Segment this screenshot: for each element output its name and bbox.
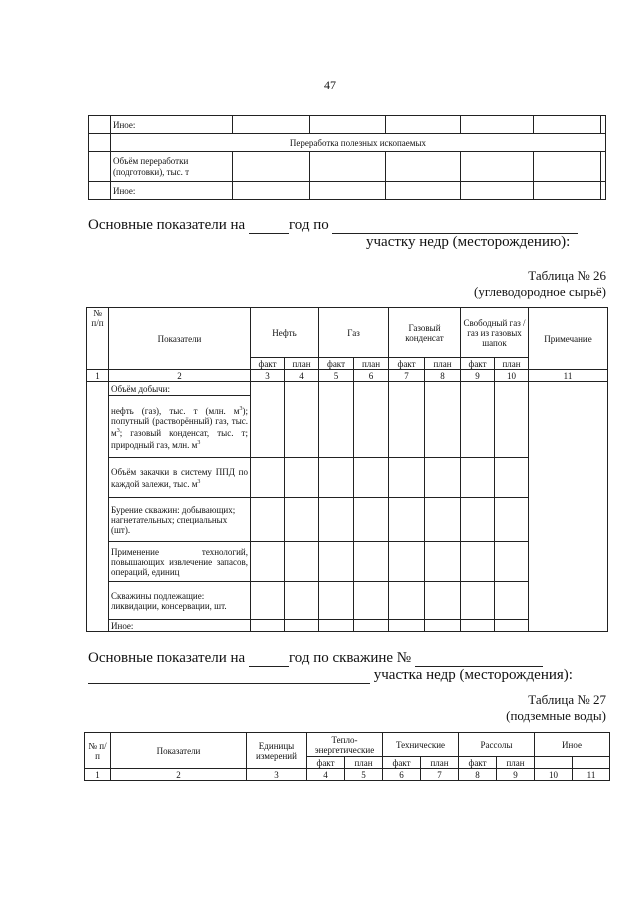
section-heading-2-line2: участка недр (месторождения): <box>88 667 573 684</box>
table-row <box>89 134 606 152</box>
row-label: Иное: <box>109 620 251 632</box>
row-label: Объём добычи: <box>109 382 251 396</box>
header-fact: факт <box>251 358 285 370</box>
table26-caption: Таблица № 26 <box>528 268 606 283</box>
row-label: Иное: <box>110 182 232 200</box>
top-table <box>88 115 606 200</box>
row-label: Скважины подлежащие: ликвидации, консервации, шт. <box>109 582 251 620</box>
header-fact: факт <box>307 757 345 769</box>
section-title: Переработка полезных ископаемых <box>110 134 605 152</box>
row-label: Иное: <box>110 116 232 134</box>
header-note: Примечание <box>529 308 608 370</box>
header-plan: план <box>425 358 461 370</box>
header-fact: факт <box>319 358 354 370</box>
header-free-gas: Свободный газ / газ из газовых шапок <box>461 308 529 358</box>
table-row <box>87 382 608 396</box>
header-technical: Технические <box>383 733 459 757</box>
header-fact: факт <box>383 757 421 769</box>
row-label: Объём переработки (подготовки), тыс. т <box>110 152 232 182</box>
header-fact: факт <box>459 757 497 769</box>
header-units: Единицы измерений <box>247 733 307 769</box>
header-plan: план <box>497 757 535 769</box>
row-label: Объём закачки в систему ППД по каждой залежи, тыс. $м^3$ <box>109 458 251 498</box>
header-plan: план <box>285 358 319 370</box>
column-number-row: 1 2 3 4 5 6 7 8 9 10 11 <box>85 769 610 781</box>
table-row <box>89 182 606 200</box>
table-row <box>89 116 606 134</box>
table-row <box>89 152 606 182</box>
header-plan: план <box>354 358 389 370</box>
header-oil: Нефть <box>251 308 319 358</box>
header-fact: факт <box>461 358 495 370</box>
table-27 <box>84 732 610 781</box>
header-thermal: Тепло-энергетические <box>307 733 383 757</box>
row-label: Применение технологий, повышающих извлечение запасов, операций, единиц <box>109 542 251 582</box>
table-26 <box>86 307 608 632</box>
table27-caption: Таблица № 27 <box>528 692 606 707</box>
header-condensate: Газовый конденсат <box>389 308 461 358</box>
header-indicators: Показатели <box>111 733 247 769</box>
header-num: № п/п <box>85 733 111 769</box>
header-plan: план <box>421 757 459 769</box>
table26-subcaption: (углеводородное сырьё) <box>474 284 606 299</box>
header-gas: Газ <box>319 308 389 358</box>
row-label: нефть (газ), тыс. т (млн. $м^3$); попутный (растворённый) газ, тыс. $м^3$; газовый конденсат, тыс. т; природный газ, млн. $м^3$ <box>109 396 251 458</box>
section-heading-1: Основные показатели на год по <box>88 217 578 234</box>
column-number-row: 1 2 3 4 5 6 7 8 9 10 11 <box>87 370 608 382</box>
section-heading-2: Основные показатели на год по скважине № <box>88 650 543 667</box>
header-plan: план <box>345 757 383 769</box>
header-brines: Рассолы <box>459 733 535 757</box>
table27-subcaption: (подземные воды) <box>506 708 606 723</box>
row-label: Бурение скважин: добывающих; нагнетательных; специальных (шт). <box>109 498 251 542</box>
header-fact: факт <box>389 358 425 370</box>
header-indicators: Показатели <box>109 308 251 370</box>
page-number: 47 <box>324 78 336 92</box>
header-plan: план <box>495 358 529 370</box>
section-heading-1-line2: участку недр (месторождению): <box>366 234 571 250</box>
header-other: Иное <box>535 733 610 757</box>
header-num: № п/п <box>87 308 109 370</box>
